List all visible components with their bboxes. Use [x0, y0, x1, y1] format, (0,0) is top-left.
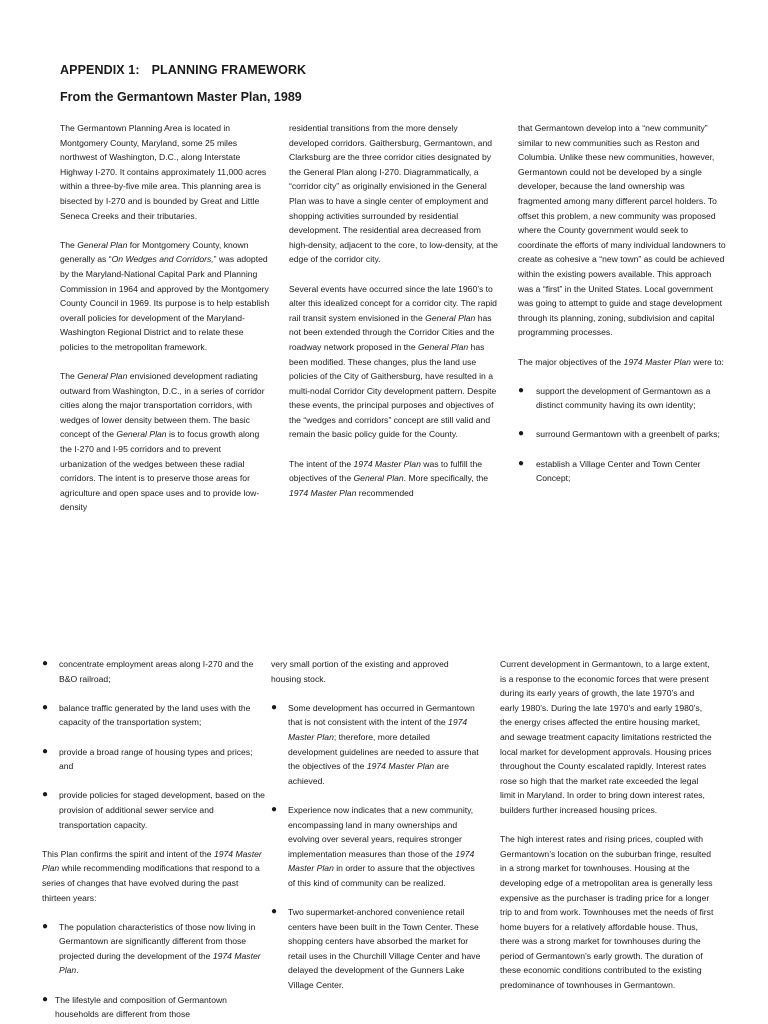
bottom-column-3: [500, 657, 715, 993]
bullet-icon: ●: [271, 803, 278, 815]
bullet-icon: ●: [271, 701, 278, 713]
paragraph: The intent of the 1974 Master Plan was to fulfill the objectives of the General Plan. More specifically, the 1974 Master Plan recommended: [289, 458, 489, 498]
bullet-icon: ●: [42, 701, 49, 713]
list-item: ● Some development has occurred in Germantown that is not consistent with the intent of the 1974 Master Plan; therefore, more detailed development guidelines are needed to assure that the objectives of the 1974 Master Plan are achieved.: [271, 701, 479, 786]
bullet-icon: ●: [518, 457, 525, 469]
bullet-icon: ●: [518, 384, 525, 396]
list-item: ● establish a Village Center and Town Center Concept;: [518, 457, 701, 484]
list-item: ● provide policies for staged development, based on the provision of additional sewer service and transportation capacity.: [42, 789, 265, 830]
bullet-icon: ●: [42, 745, 49, 757]
paragraph: The major objectives of the 1974 Master Plan were to:: [518, 356, 724, 367]
paragraph: The high interest rates and rising prices, coupled with Germantown’s location on the suburban fringe, resulted in a strong market for townhouses. Housing at the developing edge of a metropolitan area is generally less expensive as the purchaser is trading price for a longer trip to and from work. Townhouses met the needs of first home buyers for a relatively affordable house. Thus, there was a strong market for townhouses during the period of Germantown’s early growth. The duration of these economic conditions contributed to the existing predominance of townhouses in Germantown.: [500, 834, 714, 991]
bottom-column-2: [271, 657, 481, 993]
appendix-title: PLANNING FRAMEWORK: [151, 63, 307, 77]
paragraph: that Germantown develop into a “new community” similar to new communities such as Reston and Columbia. Unlike these new communities, however, Germantown could not be developed by a single developer, because the land ownership was fragmented among many different parcel holders. To offset this problem, a new community was proposed where the County government would seek to coordinate the efforts of many individual landowners to create as cohesive a “new town” as could be achieved within the existing powers available. This approach was a “first” in the United States. Local government was going to attempt to guide and stage development through its planning, zoning, subdivision and capital programming processes.: [518, 123, 726, 338]
paragraph: The Germantown Planning Area is located in Montgomery County, Maryland, some 25 miles northwest of Washington, D.C., along Interstate Highway I-270. It contains approximately 11,000 acres within a three-by-five mile area. This planning area is bisected by I-270 and is bounded by Great and Little Seneca Creeks and their tributaries.: [60, 123, 267, 221]
paragraph: very small portion of the existing and approved housing stock.: [271, 659, 449, 684]
list-item: ● Two supermarket-anchored convenience retail centers have been built in the Town Center. These shopping centers have absorbed the market for retail uses in the Churchill Village Center and have delayed the development of the Gunners Lake Village Center.: [271, 906, 481, 991]
list-item: ● support the development of Germantown as a distinct community having its own identity;: [518, 384, 711, 411]
paragraph: Current development in Germantown, to a large extent, is a response to the economic forces that were present during its early years of growth, the late 1970’s and early 1980’s. During the late 1970’s and early 1980’s, the energy crises affected the entire housing market, and sewage treatment capacity limitations restricted the local market for development approvals. Housing prices throughout the County escalated rapidly. Interest rates rose so high that the market rate exceeded the legal limit in Maryland. In order to bring down interest rates, builders further increased housing prices.: [500, 659, 712, 815]
paragraph: Several events have occurred since the late 1960’s to alter this idealized concept for a corridor city. The rapid rail transit system envisioned in the General Plan has not been extended through the Corridor Cities and the roadway network proposed in the General Plan has been modified. These changes, plus the land use policies of the City of Gaithersburg, have resulted in a multi-nodal Corridor City development pattern. Despite these events, the principal purposes and objectives of the “wedges and corridors” concept are still valid and remain the basic policy guide for the County.: [289, 283, 497, 440]
list-item: ● concentrate employment areas along I-270 and the B&O railroad;: [42, 658, 254, 684]
page-subtitle: From the Germantown Master Plan, 1989: [60, 90, 302, 104]
bullet-icon: ●: [271, 906, 278, 918]
bottom-column-1: [42, 657, 268, 1022]
paragraph: residential transitions from the more densely developed corridors. Gaithersburg, Germantown, and Clarksburg are the three corridor cities designated by the General Plan along I-270. Diagrammatically, a “corridor city” as originally envisioned in the General Plan was to have a single center of employment and shopping activities surrounded by residential development. The residential area decreased from high-density, adjacent to the core, to low-density, at the edge of the corridor city.: [289, 123, 498, 265]
list-item: ● Experience now indicates that a new community, encompassing land in many ownerships and evolving over several years, requires stronger implementation measures than those of the 1974 Master Plan in order to assure that the objectives of this kind of community can be realized.: [271, 803, 475, 888]
appendix-label: APPENDIX 1:: [60, 63, 140, 77]
paragraph: The General Plan for Montgomery County, known generally as “On Wedges and Corridors,” was adopted by the Maryland-National Capital Park and Planning Commission in 1964 and approved by the Montgomery County Council in 1969. Its purpose is to help establish overall policies for development of the Maryland-Washington Regional District and to relate these policies to the metropolitan framework.: [60, 239, 270, 352]
bullet-icon: ●: [42, 993, 49, 1005]
list-item: ● balance traffic generated by the land uses with the capacity of the transportation system;: [42, 701, 251, 728]
bullet-icon: ●: [42, 789, 49, 801]
top-column-1: [60, 121, 270, 515]
bullet-icon: ●: [42, 920, 49, 932]
paragraph: The General Plan envisioned development radiating outward from Washington, D.C., in a series of corridor cities along the major transportation corridors, with wedges of lower density between them. The basic concept of the General Plan is to focus growth along the I-270 and I-95 corridors and to prevent urbanization of the wedges between these radial corridors. The intent is to preserve those areas for agriculture and open space uses and to provide low-density: [60, 371, 265, 513]
list-item: ● The lifestyle and composition of Germantown households are different from those: [42, 993, 227, 1020]
page-title: [60, 63, 306, 77]
bullet-icon: ●: [518, 428, 525, 440]
paragraph: This Plan confirms the spirit and intent of the 1974 Master Plan while recommending modifications that respond to a series of changes that have evolved during the past thirteen years:: [42, 848, 262, 903]
top-column-3: [518, 121, 728, 500]
list-item: ● surround Germantown with a greenbelt of parks;: [518, 427, 728, 442]
list-item: ● The population characteristics of those now living in Germantown are significantly different from those projected during the development of the 1974 Master Plan.: [42, 920, 261, 976]
bullet-icon: ●: [42, 658, 49, 669]
top-column-2: [289, 121, 499, 500]
list-item: ● provide a broad range of housing types and prices; and: [42, 745, 253, 772]
